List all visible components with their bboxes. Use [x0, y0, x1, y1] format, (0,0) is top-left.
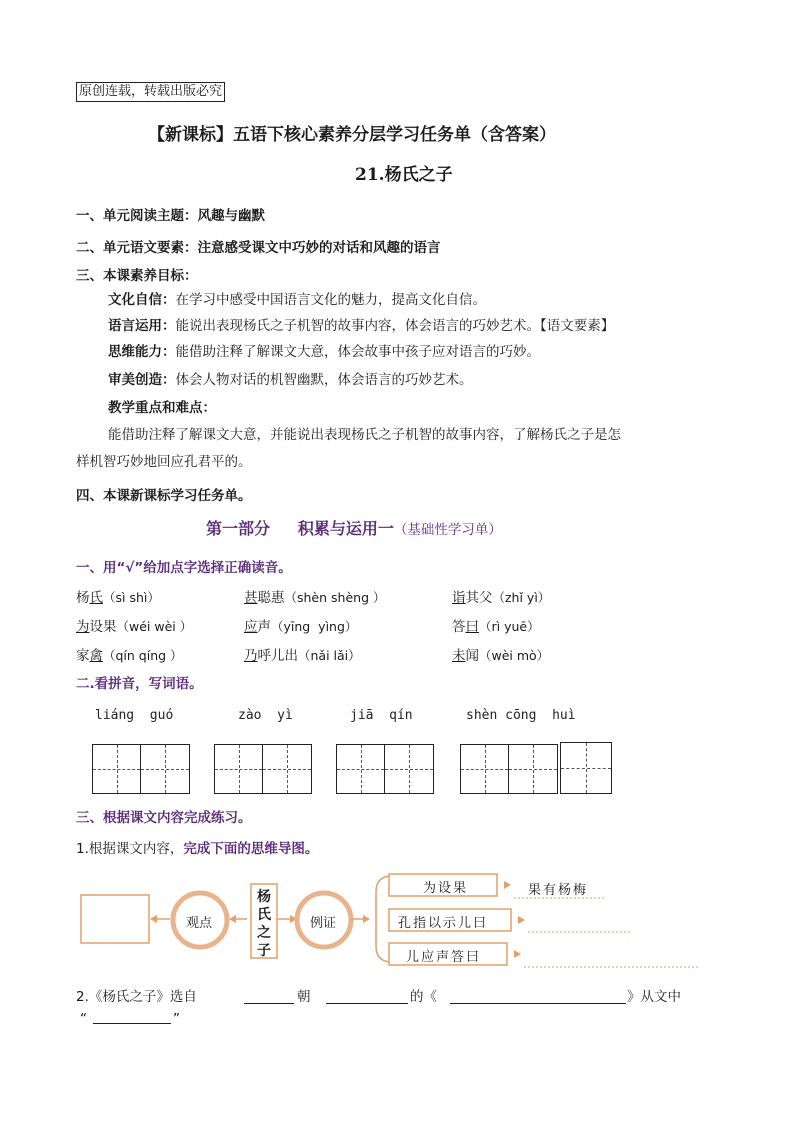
dotted-char: 应	[244, 619, 258, 635]
goal-key: 思维能力：	[108, 344, 176, 360]
arrow-left-icon	[150, 915, 157, 923]
dotted-char: 氏	[89, 590, 103, 606]
word-prefix: 杨	[76, 590, 90, 606]
copyright-notice: 原创连载，转载出版必究	[76, 82, 225, 102]
q2-heading: 二.看拼音，写词语。	[76, 676, 203, 692]
word-suffix: 其父	[465, 590, 493, 606]
pinyin-options: （wéi wèi ）	[116, 619, 193, 634]
center-char-1: 杨	[257, 889, 271, 905]
dotted-char: 诣	[452, 590, 466, 606]
goal-value: 能借助注释了解课文大意，体会故事中孩子应对语言的巧妙。	[175, 344, 540, 360]
section-language-element	[76, 236, 441, 256]
blank-quote[interactable]	[93, 1023, 171, 1024]
writing-grid-3[interactable]	[336, 744, 434, 794]
section-goals-heading: 三、本课素养目标：	[76, 268, 198, 284]
arrow-right-icon	[504, 881, 511, 889]
blank-book[interactable]	[450, 1003, 626, 1004]
goal-value: 在学习中感受中国语言文化的魅力，提高文化自信。	[175, 292, 486, 308]
mind-map	[0, 868, 794, 978]
pronunciation-item[interactable]	[452, 588, 550, 608]
branch-label-3: 儿应声答曰	[406, 950, 482, 965]
pronunciation-item[interactable]	[452, 646, 549, 666]
item-instruction: 完成下面的思维导图。	[183, 841, 319, 857]
arrow-left-icon	[229, 915, 236, 923]
goal-language	[108, 316, 614, 336]
pinyin-options: （shèn shèng ）	[284, 590, 386, 605]
goal-value: 能说出表现杨氏之子机智的故事内容，体会语言的巧妙艺术。【语文要素】	[175, 318, 615, 334]
writing-grid-4[interactable]	[460, 744, 558, 794]
pinyin-3: jiā qín	[350, 708, 413, 723]
word-suffix: 设果	[89, 619, 117, 635]
writing-grid-2[interactable]	[214, 744, 312, 794]
center-char-4: 子	[257, 943, 271, 959]
item2-part-b: 朝	[297, 989, 311, 1005]
blank-author[interactable]	[326, 1003, 408, 1004]
view-label: 观点	[186, 916, 213, 931]
blank-dynasty[interactable]	[244, 1003, 294, 1004]
goal-culture	[108, 290, 486, 310]
section-value: 风趣与幽默	[197, 208, 265, 224]
arrow-right-icon	[514, 950, 521, 958]
goal-key: 文化自信：	[108, 292, 176, 308]
pinyin-options: （qín qíng ）	[103, 648, 183, 663]
branch-answer-1: 果有杨梅	[528, 883, 589, 898]
part-one-heading	[206, 516, 502, 540]
pronunciation-item[interactable]	[76, 617, 192, 637]
key-points-line-2: 样机智巧妙地回应孔君平的。	[76, 454, 252, 470]
item2-part-d: 》从文中	[627, 989, 681, 1005]
pronunciation-item[interactable]	[244, 646, 361, 666]
section-reading-theme	[76, 204, 265, 224]
pronunciation-item[interactable]	[452, 617, 540, 637]
pinyin-options: （nǎi lǎi）	[298, 648, 361, 663]
pinyin-2: zào yì	[238, 708, 293, 723]
part-subtitle: （基础性学习单）	[393, 522, 502, 538]
dotted-char: 曰	[465, 619, 479, 635]
goal-key: 语言运用：	[108, 318, 176, 334]
proof-label: 例证	[310, 916, 337, 931]
word-prefix: 家	[76, 648, 90, 664]
arrow-right-icon	[363, 915, 370, 923]
item2-part-a: 2.《杨氏之子》选自	[76, 989, 197, 1005]
arrow-right-icon	[518, 916, 525, 924]
section-label: 二、单元语文要素：	[76, 240, 198, 256]
pronunciation-item[interactable]	[244, 588, 385, 608]
item2-part-c: 的《	[410, 989, 437, 1005]
pinyin-4: shèn cōng huì	[466, 708, 576, 723]
dotted-char: 未	[452, 648, 466, 664]
q3-item-2	[76, 987, 197, 1007]
part-title: 第一部分 积累与运用一	[206, 519, 394, 538]
item-prefix: 1.根据课文内容，	[76, 841, 184, 857]
page-title: 【新课标】五语下核心素养分层学习任务单（含答案）	[148, 125, 556, 145]
goal-thinking	[108, 342, 540, 362]
pinyin-options: （yīng yìng）	[271, 619, 358, 634]
mind-map-answer-box	[81, 895, 149, 943]
key-points-heading: 教学重点和难点：	[108, 400, 216, 416]
goal-value: 体会人物对话的机智幽默，体会语言的巧妙艺术。	[175, 372, 473, 388]
dotted-char: 禽	[89, 648, 103, 664]
key-points-line-1: 能借助注释了解课文大意，并能说出表现杨氏之子机智的故事内容，了解杨氏之子是怎	[108, 427, 621, 443]
q3-heading: 三、根据课文内容完成练习。	[76, 810, 252, 826]
dotted-char: 乃	[244, 648, 258, 664]
section-value: 注意感受课文中巧妙的对话和风趣的语言	[197, 240, 441, 256]
section-task-sheet: 四、本课新课标学习任务单。	[76, 488, 252, 504]
section-label: 一、单元阅读主题：	[76, 208, 198, 224]
dotted-char: 甚	[244, 590, 258, 606]
writing-grid-5[interactable]	[560, 742, 612, 794]
pinyin-options: （wèi mò）	[479, 648, 550, 663]
word-suffix: 聪惠	[257, 590, 285, 606]
word-prefix: 答	[452, 619, 466, 635]
item2-part-e: “	[80, 1011, 87, 1027]
center-char-2: 氏	[257, 907, 271, 923]
goal-aesthetic	[108, 370, 473, 390]
q1-heading: 一、用“√”给加点字选择正确读音。	[76, 560, 292, 576]
pinyin-options: （rì yuē）	[479, 619, 540, 634]
pinyin-1: liáng guó	[95, 708, 174, 723]
writing-grid-1[interactable]	[92, 744, 190, 794]
lesson-title: 21.杨氏之子	[355, 165, 453, 185]
word-suffix: 呼儿出	[257, 648, 298, 664]
pronunciation-item[interactable]	[244, 617, 357, 637]
branch-label-2: 孔指以示儿曰	[398, 916, 489, 931]
q3-item-1	[76, 839, 318, 859]
word-suffix: 声	[257, 619, 271, 635]
center-char-3: 之	[257, 925, 271, 941]
pronunciation-item[interactable]	[76, 646, 183, 666]
item2-part-f: ”	[173, 1011, 180, 1027]
pronunciation-item[interactable]	[76, 588, 160, 608]
pinyin-options: （sì shì）	[103, 590, 160, 605]
branch-label-1: 为设果	[423, 881, 469, 896]
word-suffix: 闻	[465, 648, 479, 664]
goal-key: 审美创造：	[108, 372, 176, 388]
dotted-char: 为	[76, 619, 90, 635]
pinyin-options: （zhǐ yì）	[492, 590, 551, 605]
